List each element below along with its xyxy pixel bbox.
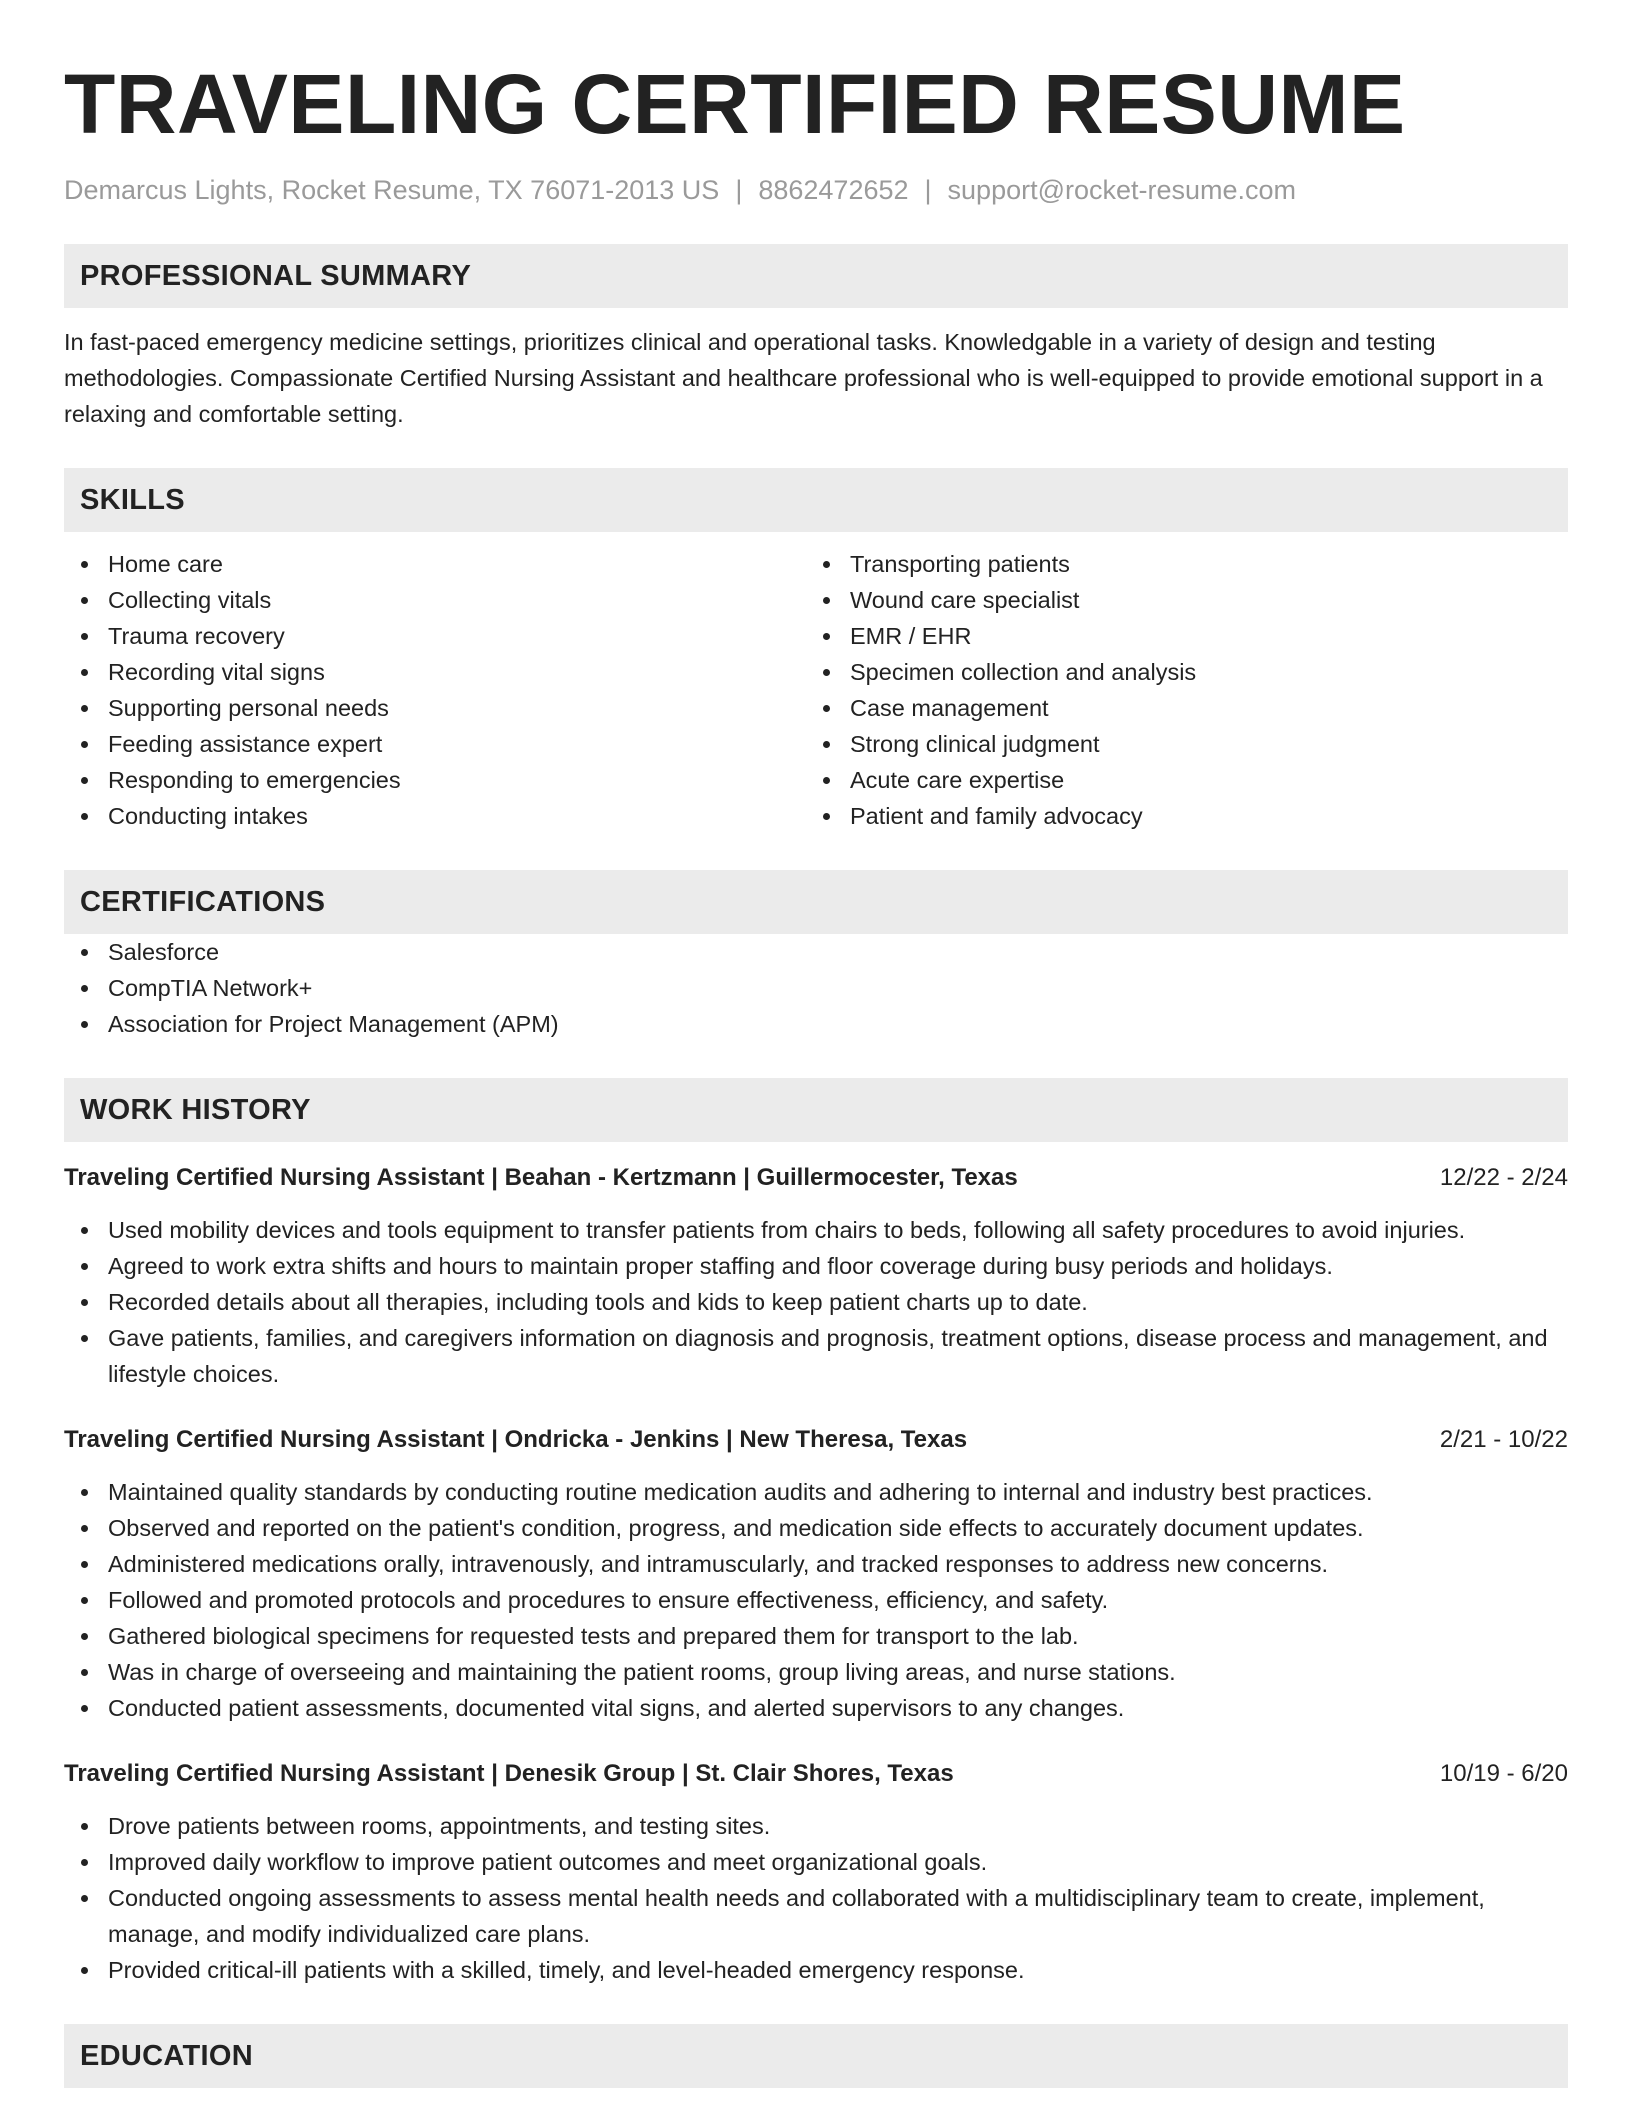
job-dates: 10/19 - 6/20	[1439, 1760, 1568, 1787]
contact-line	[64, 172, 1568, 208]
skill-item: Acute care expertise	[806, 762, 1548, 798]
job-duty: Drove patients between rooms, appointments, and testing sites.	[64, 1808, 1568, 1844]
job-title: Traveling Certified Nursing Assistant | Denesik Group | St. Clair Shores, Texas	[64, 1760, 954, 1787]
skill-item: Specimen collection and analysis	[806, 654, 1548, 690]
job-duty: Conducted ongoing assessments to assess mental health needs and collaborated with a multidisciplinary team to create, implement, manage, and modify individualized care plans.	[64, 1880, 1568, 1952]
certifications-list	[64, 934, 1568, 1042]
job-duty: Provided critical-ill patients with a skilled, timely, and level-headed emergency response.	[64, 1952, 1568, 1988]
skill-item: Patient and family advocacy	[806, 798, 1548, 834]
certification-item: CompTIA Network+	[64, 970, 1568, 1006]
contact-phone: 8862472652	[758, 175, 909, 205]
job-duty: Agreed to work extra shifts and hours to maintain proper staffing and floor coverage during busy periods and holidays.	[64, 1248, 1568, 1284]
job-title: Traveling Certified Nursing Assistant | Beahan - Kertzmann | Guillermocester, Texas	[64, 1164, 1018, 1191]
contact-separator: |	[735, 175, 743, 205]
job-duties	[64, 1474, 1568, 1726]
job-dates: 2/21 - 10/22	[1439, 1426, 1568, 1453]
skill-item: Home care	[64, 546, 806, 582]
job-header	[64, 1756, 1568, 1792]
job-header	[64, 1422, 1568, 1458]
job-duty: Conducted patient assessments, documented vital signs, and alerted supervisors to any changes.	[64, 1690, 1568, 1726]
skill-item: Case management	[806, 690, 1548, 726]
job-entry	[64, 1422, 1568, 1726]
section-header-summary: PROFESSIONAL SUMMARY	[64, 244, 1568, 308]
job-entry	[64, 1160, 1568, 1392]
certification-item: Salesforce	[64, 934, 1568, 970]
job-duty: Was in charge of overseeing and maintaining the patient rooms, group living areas, and nurse stations.	[64, 1654, 1568, 1690]
skills-list	[64, 546, 1568, 834]
job-duty: Maintained quality standards by conducting routine medication audits and adhering to internal and industry best practices.	[64, 1474, 1568, 1510]
certification-item: Association for Project Management (APM)	[64, 1006, 1568, 1042]
skills-column-left	[64, 546, 806, 834]
skill-item: Conducting intakes	[64, 798, 806, 834]
summary-text: In fast-paced emergency medicine settings, prioritizes clinical and operational tasks. Knowledgable in a variety of design and testing methodologies. Compassionate Certified Nursing Assistant and healthcare professional who is well-equipped to provide emotional support in a relaxing and comfortable setting.	[64, 329, 1543, 427]
job-duty: Recorded details about all therapies, including tools and kids to keep patient charts up to date.	[64, 1284, 1568, 1320]
job-entry	[64, 1756, 1568, 1988]
skill-item: Wound care specialist	[806, 582, 1548, 618]
job-header	[64, 1160, 1568, 1196]
job-duty: Improved daily workflow to improve patient outcomes and meet organizational goals.	[64, 1844, 1568, 1880]
job-title: Traveling Certified Nursing Assistant | Ondricka - Jenkins | New Theresa, Texas	[64, 1426, 968, 1453]
job-duty: Administered medications orally, intravenously, and intramuscularly, and tracked responses to address new concerns.	[64, 1546, 1568, 1582]
job-duty: Gave patients, families, and caregivers information on diagnosis and prognosis, treatment options, disease process and management, and lifestyle choices.	[64, 1320, 1568, 1392]
contact-separator: |	[924, 175, 932, 205]
job-duty: Gathered biological specimens for requested tests and prepared them for transport to the lab.	[64, 1618, 1568, 1654]
skill-item: Transporting patients	[806, 546, 1548, 582]
section-header-skills: SKILLS	[64, 468, 1568, 532]
skill-item: Trauma recovery	[64, 618, 806, 654]
section-header-work-history: WORK HISTORY	[64, 1078, 1568, 1142]
job-duty: Followed and promoted protocols and procedures to ensure effectiveness, efficiency, and safety.	[64, 1582, 1568, 1618]
section-header-education: EDUCATION	[64, 2024, 1568, 2088]
job-duties	[64, 1808, 1568, 1988]
skill-item: EMR / EHR	[806, 618, 1548, 654]
job-dates: 12/22 - 2/24	[1439, 1164, 1568, 1191]
skill-item: Recording vital signs	[64, 654, 806, 690]
skill-item: Supporting personal needs	[64, 690, 806, 726]
skill-item: Strong clinical judgment	[806, 726, 1548, 762]
skill-item: Responding to emergencies	[64, 762, 806, 798]
job-duty: Used mobility devices and tools equipment to transfer patients from chairs to beds, following all safety procedures to avoid injuries.	[64, 1212, 1568, 1248]
contact-address: Demarcus Lights, Rocket Resume, TX 76071-2013 US	[64, 175, 720, 205]
job-duties	[64, 1212, 1568, 1392]
skill-item: Collecting vitals	[64, 582, 806, 618]
skills-column-right	[806, 546, 1548, 834]
job-duty: Observed and reported on the patient's condition, progress, and medication side effects to accurately document updates.	[64, 1510, 1568, 1546]
section-header-certifications: CERTIFICATIONS	[64, 870, 1568, 934]
skill-item: Feeding assistance expert	[64, 726, 806, 762]
contact-email: support@rocket-resume.com	[947, 175, 1297, 205]
resume-title: TRAVELING CERTIFIED RESUME	[64, 57, 1406, 151]
